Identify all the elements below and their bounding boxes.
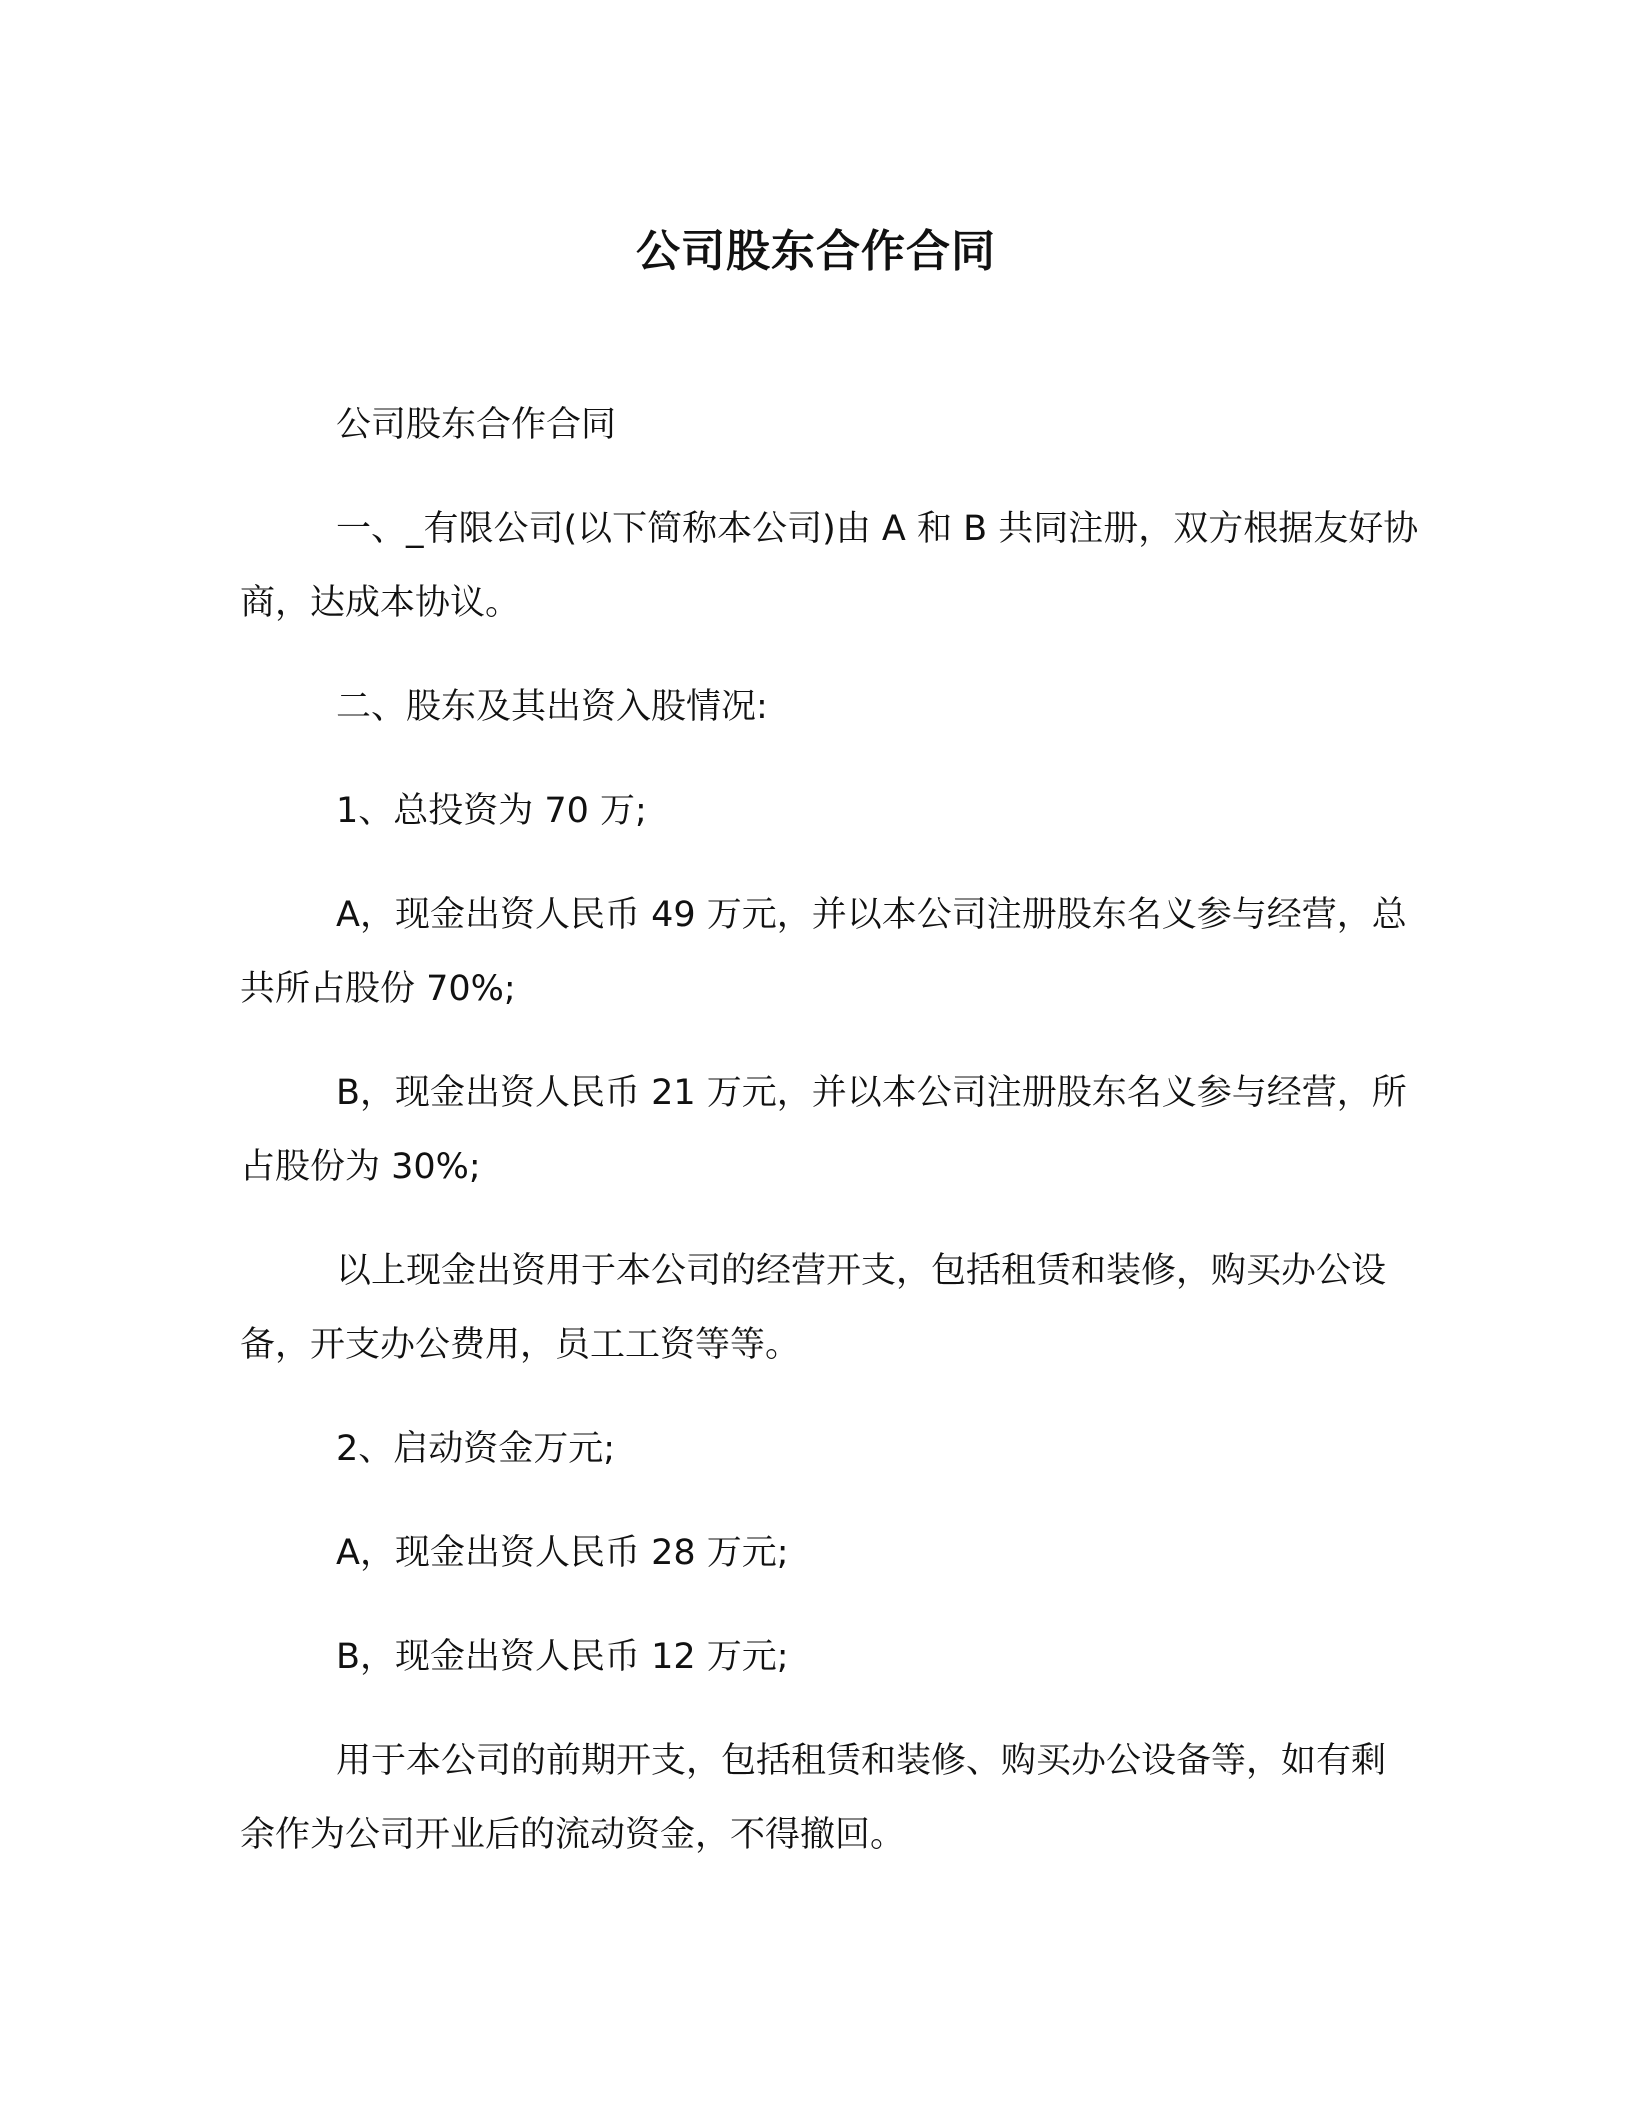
paragraph-party-a-investment: A，现金出资人民币 49 万元，并以本公司注册股东名义参与经营，总共所占股份 70%; <box>240 895 1407 1009</box>
paragraph-section-2: 二、股东及其出资入股情况: <box>336 687 768 727</box>
document-body <box>240 388 1420 1902</box>
paragraph-investment-usage: 以上现金出资用于本公司的经营开支，包括租赁和装修，购买办公设备，开支办公费用，员工工资等等。 <box>240 1251 1387 1365</box>
paragraph-startup-funds: 2、启动资金万元; <box>336 1429 616 1469</box>
paragraph-party-b-startup: B，现金出资人民币 12 万元; <box>336 1637 789 1677</box>
document-title: 公司股东合作合同 <box>636 226 996 277</box>
paragraph-total-investment: 1、总投资为 70 万; <box>336 791 647 831</box>
paragraph-section-1: 一、_有限公司(以下简称本公司)由 A 和 B 共同注册，双方根据友好协商，达成本协议。 <box>240 509 1419 623</box>
paragraph-party-b-investment: B，现金出资人民币 21 万元，并以本公司注册股东名义参与经营，所占股份为 30%; <box>240 1073 1407 1187</box>
paragraph-party-a-startup: A，现金出资人民币 28 万元; <box>336 1533 789 1573</box>
paragraph-subtitle: 公司股东合作合同 <box>336 405 617 445</box>
paragraph-startup-usage: 用于本公司的前期开支，包括租赁和装修、购买办公设备等，如有剩余作为公司开业后的流动资金，不得撤回。 <box>240 1741 1387 1855</box>
